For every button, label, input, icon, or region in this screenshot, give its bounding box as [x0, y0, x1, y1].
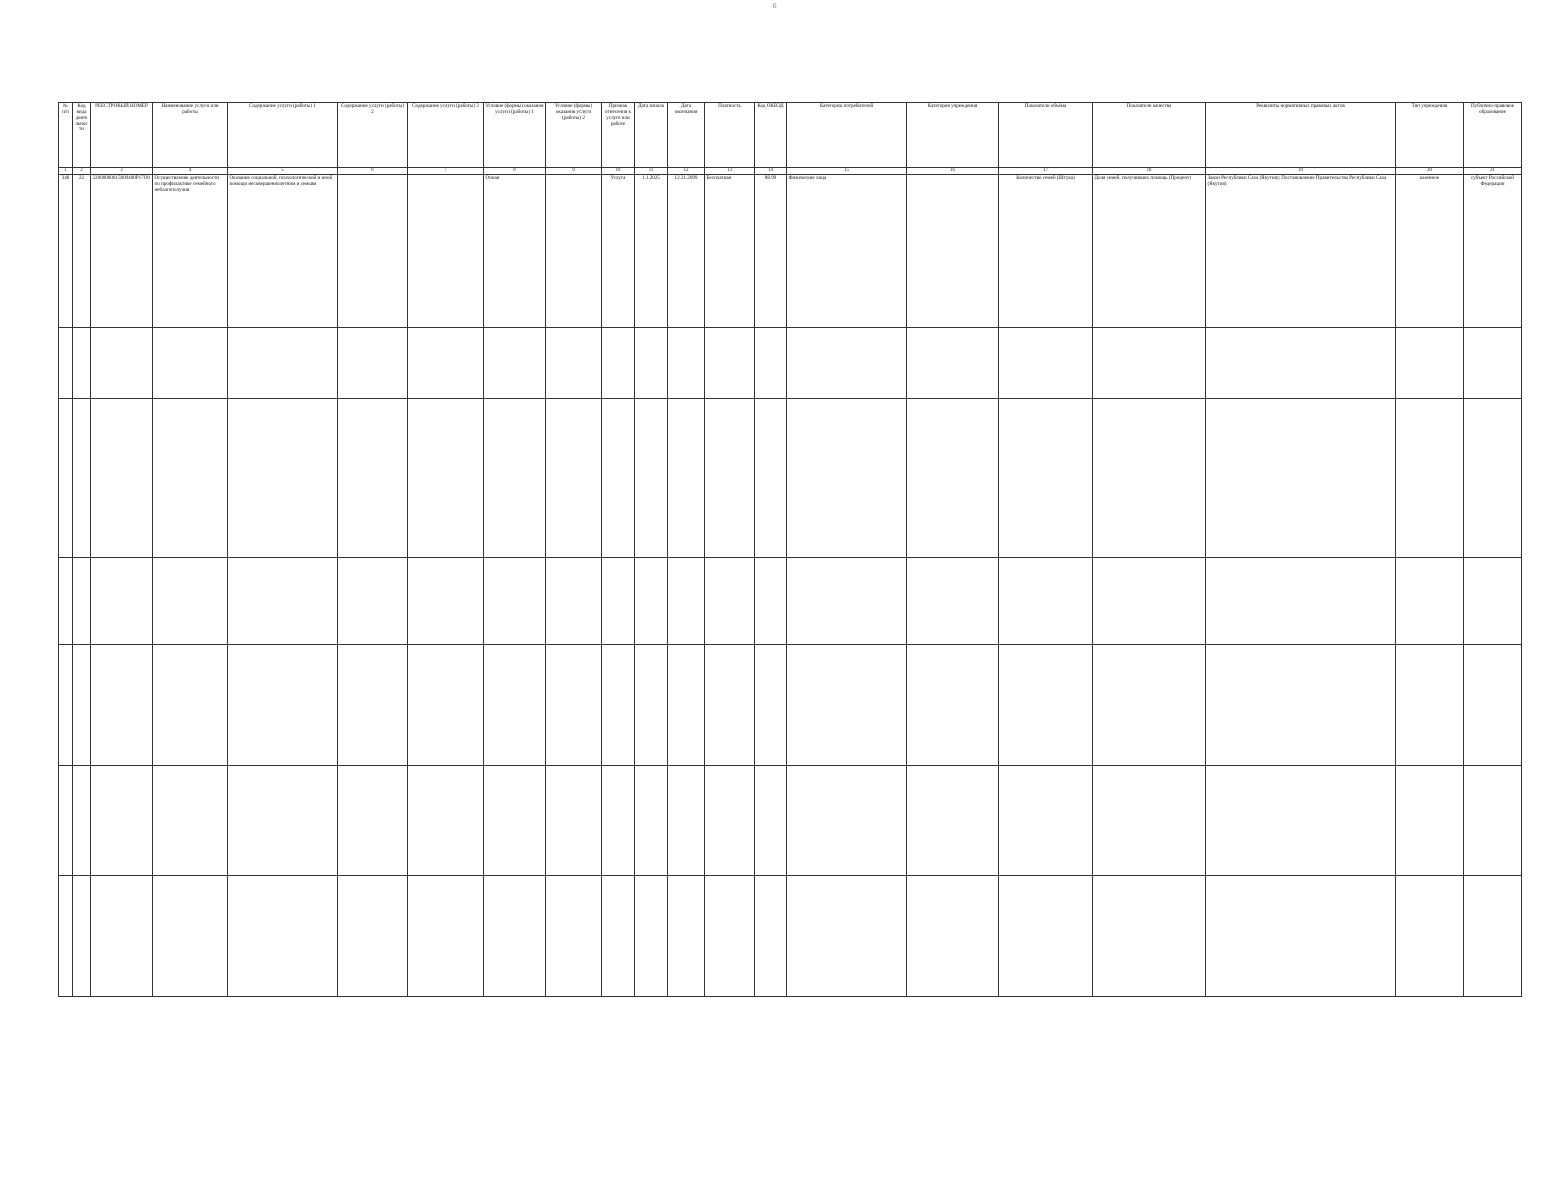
table-cell [91, 766, 153, 876]
column-number: 11 [635, 168, 668, 175]
table-cell [73, 328, 91, 399]
table-cell [59, 876, 73, 997]
table-cell [1206, 558, 1396, 645]
table-cell [408, 876, 484, 997]
table-cell [408, 558, 484, 645]
column-number: 21 [1464, 168, 1522, 175]
table-cell [602, 645, 635, 766]
table-cell [999, 876, 1093, 997]
column-number: 10 [602, 168, 635, 175]
table-cell [91, 328, 153, 399]
table-cell [73, 399, 91, 558]
table-cell [408, 328, 484, 399]
table-cell [668, 328, 705, 399]
table-cell: Услуга [602, 175, 635, 328]
table-cell [907, 645, 999, 766]
table-cell [635, 328, 668, 399]
table-cell [228, 558, 338, 645]
column-number: 1 [59, 168, 73, 175]
table-cell [1206, 876, 1396, 997]
column-header: Реквизиты нормативных правовых актов [1206, 103, 1396, 168]
table-cell [999, 328, 1093, 399]
column-header: Показатели объёма [999, 103, 1093, 168]
column-number: 3 [91, 168, 153, 175]
table-row [59, 766, 1522, 876]
column-header: Платность [705, 103, 755, 168]
table-row [59, 876, 1522, 997]
table-cell [668, 766, 705, 876]
table-cell: Физические лица [787, 175, 907, 328]
table-cell: 12.31.2099 [668, 175, 705, 328]
table-cell [1396, 766, 1464, 876]
table-cell [755, 328, 787, 399]
table-cell [1206, 645, 1396, 766]
table-cell [787, 645, 907, 766]
table-cell [59, 558, 73, 645]
table-cell [73, 558, 91, 645]
table-cell [91, 645, 153, 766]
table-cell: Очная [484, 175, 546, 328]
table-cell: 348 [59, 175, 73, 328]
table-cell: Закон Республики Саха (Якутия); Постановление Правительства Республики Саха (Якутия) [1206, 175, 1396, 328]
table-row [59, 399, 1522, 558]
table-cell [787, 399, 907, 558]
table-cell [153, 766, 228, 876]
table-cell [1396, 399, 1464, 558]
table-cell [338, 766, 408, 876]
column-header: Показатели качества [1093, 103, 1206, 168]
table-cell: 1.1.2025 [635, 175, 668, 328]
table-cell [755, 766, 787, 876]
table-row [59, 558, 1522, 645]
table-cell [668, 876, 705, 997]
column-header: Тип учреждения [1396, 103, 1464, 168]
table-cell [668, 645, 705, 766]
table-cell [228, 399, 338, 558]
table-header-row [59, 103, 1522, 168]
table-cell: 22 [73, 175, 91, 328]
table-cell [999, 558, 1093, 645]
table-cell [602, 328, 635, 399]
table-cell [153, 328, 228, 399]
column-number: 4 [153, 168, 228, 175]
table-body [59, 175, 1522, 997]
table-cell [635, 399, 668, 558]
column-header: Категория учреждения [907, 103, 999, 168]
table-cell [484, 328, 546, 399]
table-cell [907, 399, 999, 558]
table-cell [602, 876, 635, 997]
table-cell [999, 645, 1093, 766]
table-cell [635, 766, 668, 876]
table-cell [705, 558, 755, 645]
table-cell [1464, 645, 1522, 766]
column-header: Признак отнесения к услуге или работе [602, 103, 635, 168]
table-cell [635, 558, 668, 645]
table-cell: казенное [1396, 175, 1464, 328]
table-cell [338, 328, 408, 399]
table-cell: 22000000015809400P17О0 [91, 175, 153, 328]
services-registry-table [58, 102, 1522, 997]
table-cell [907, 766, 999, 876]
table-cell [705, 766, 755, 876]
table-cell [228, 328, 338, 399]
table-cell [755, 645, 787, 766]
table-cell [484, 558, 546, 645]
table-cell: Оказание социальной, психологической и иной помощи несовершеннолетним и семьям [228, 175, 338, 328]
table-cell [1093, 399, 1206, 558]
column-number-row [59, 168, 1522, 175]
table-cell [408, 175, 484, 328]
table-cell [73, 645, 91, 766]
column-number: 6 [338, 168, 408, 175]
table-cell [546, 558, 602, 645]
table-cell [228, 645, 338, 766]
table-cell [1396, 558, 1464, 645]
table-cell [907, 876, 999, 997]
table-cell [546, 399, 602, 558]
table-cell [1396, 876, 1464, 997]
table-cell [705, 645, 755, 766]
column-number: 14 [755, 168, 787, 175]
table-cell [338, 399, 408, 558]
column-number: 17 [999, 168, 1093, 175]
table-cell [602, 766, 635, 876]
table-cell [59, 328, 73, 399]
column-number: 12 [668, 168, 705, 175]
table-cell [635, 645, 668, 766]
table-cell [999, 399, 1093, 558]
table-cell [546, 328, 602, 399]
table-cell [668, 399, 705, 558]
table-cell [1093, 876, 1206, 997]
table-cell [153, 876, 228, 997]
table-cell [999, 766, 1093, 876]
table-cell [546, 645, 602, 766]
table-cell [484, 645, 546, 766]
table-cell [73, 876, 91, 997]
table-cell [705, 399, 755, 558]
table-cell [1093, 766, 1206, 876]
table-cell [73, 766, 91, 876]
table-cell [787, 876, 907, 997]
table-cell [546, 766, 602, 876]
table-cell [1396, 328, 1464, 399]
table-cell: Бесплатная [705, 175, 755, 328]
table-cell [338, 558, 408, 645]
column-number: 18 [1093, 168, 1206, 175]
table-row [59, 328, 1522, 399]
table-cell [907, 328, 999, 399]
table-cell [1206, 766, 1396, 876]
table-cell [228, 766, 338, 876]
column-header: РЕЕСТРОВЫЙ НОМЕР [91, 103, 153, 168]
table-cell [1093, 558, 1206, 645]
table-cell: Осуществление деятельности по профилактике семейного неблагополучия [153, 175, 228, 328]
column-number: 16 [907, 168, 999, 175]
table-cell [338, 645, 408, 766]
column-header: Публично-правовое образование [1464, 103, 1522, 168]
table-cell [338, 175, 408, 328]
column-number: 20 [1396, 168, 1464, 175]
table-cell: субъект Российской Федерации [1464, 175, 1522, 328]
column-number: 8 [484, 168, 546, 175]
table-cell [228, 876, 338, 997]
table-cell [1464, 328, 1522, 399]
column-header: Дата начала [635, 103, 668, 168]
table-cell [668, 558, 705, 645]
column-header: Категории потребителей [787, 103, 907, 168]
table-cell [408, 766, 484, 876]
table-cell [755, 399, 787, 558]
table-cell [635, 876, 668, 997]
table-cell [91, 558, 153, 645]
column-number: 19 [1206, 168, 1396, 175]
table-cell [602, 558, 635, 645]
column-number: 5 [228, 168, 338, 175]
table-cell [1464, 876, 1522, 997]
table-cell [1464, 558, 1522, 645]
table-cell [91, 876, 153, 997]
table-cell [1093, 328, 1206, 399]
column-header: Наименование услуги или работы [153, 103, 228, 168]
table-cell: 88.99 [755, 175, 787, 328]
column-header: Содержание услуги (работы) 2 [338, 103, 408, 168]
table-cell [1464, 399, 1522, 558]
table-cell [907, 558, 999, 645]
table-cell [408, 399, 484, 558]
column-header: Содержание услуги (работы) 3 [408, 103, 484, 168]
column-header: Код вида деятельности [73, 103, 91, 168]
column-header: Содержание услуги (работы) 1 [228, 103, 338, 168]
table-cell [1206, 399, 1396, 558]
table-cell [408, 645, 484, 766]
table-cell [153, 399, 228, 558]
table-cell [602, 399, 635, 558]
column-number: 13 [705, 168, 755, 175]
table-cell [59, 766, 73, 876]
table-cell [153, 558, 228, 645]
table-cell [59, 399, 73, 558]
table-cell [546, 876, 602, 997]
table-cell [1396, 645, 1464, 766]
table-cell: Количество семей (Штука) [999, 175, 1093, 328]
table-cell: Доля семей, получивших помощь (Процент) [1093, 175, 1206, 328]
table-cell [1206, 328, 1396, 399]
table-cell [787, 766, 907, 876]
table-cell [787, 558, 907, 645]
table-cell [1464, 766, 1522, 876]
column-header: Условие (формы) оказания услуги (работы) 1 [484, 103, 546, 168]
table-cell [705, 876, 755, 997]
table-cell [59, 645, 73, 766]
column-number: 2 [73, 168, 91, 175]
column-header: Дата окончания [668, 103, 705, 168]
table-row [59, 645, 1522, 766]
column-number: 9 [546, 168, 602, 175]
table-cell [705, 328, 755, 399]
column-header: Код ОКВЭД [755, 103, 787, 168]
page-marker: 6 [773, 2, 777, 10]
table-cell [484, 876, 546, 997]
table-cell [755, 876, 787, 997]
table-cell [484, 399, 546, 558]
column-header: № п/п [59, 103, 73, 168]
table-row [59, 175, 1522, 328]
table-cell [91, 399, 153, 558]
table-cell [484, 766, 546, 876]
table-cell [755, 558, 787, 645]
column-number: 15 [787, 168, 907, 175]
table-cell [153, 645, 228, 766]
column-header: Условие (формы) оказания услуги (работы) 2 [546, 103, 602, 168]
table-cell [1093, 645, 1206, 766]
column-number: 7 [408, 168, 484, 175]
table-cell [907, 175, 999, 328]
table-cell [787, 328, 907, 399]
table-cell [338, 876, 408, 997]
table-cell [546, 175, 602, 328]
